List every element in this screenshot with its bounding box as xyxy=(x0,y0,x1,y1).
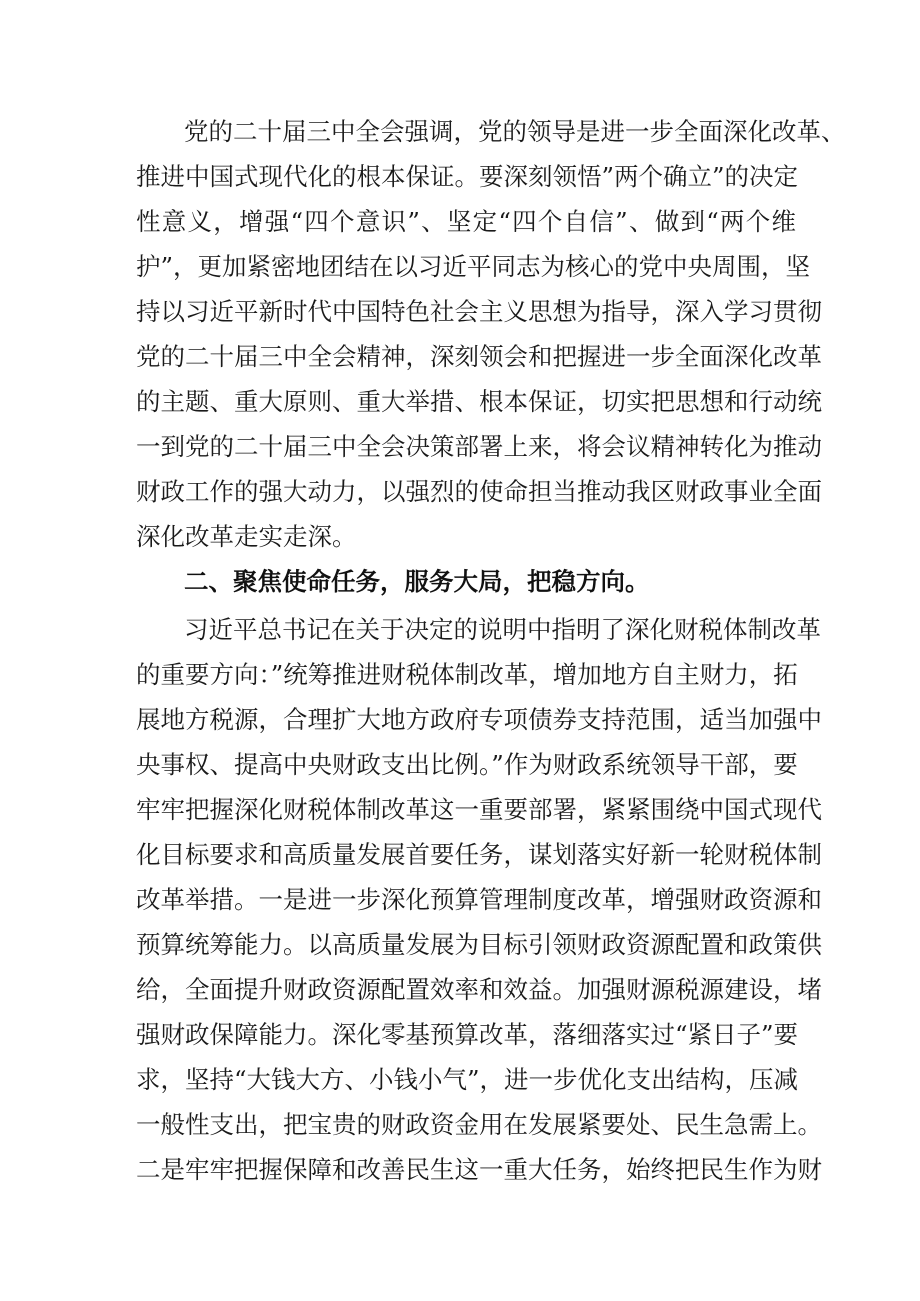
paragraph-2-line-4: 央事权、提高中央财政支出比例。”作为财政系统领导干部，要 xyxy=(136,750,798,779)
paragraph-2-line-3: 展地方税源，合理扩大地方政府专项债券支持范围，适当加强中 xyxy=(136,705,822,734)
paragraph-2-line-9: 给，全面提升财政资源配置效率和效益。加强财源税源建设，堵 xyxy=(136,975,822,1004)
paragraph-2-line-11: 求，坚持“大钱大方、小钱小气”，进一步优化支出结构，压减 xyxy=(136,1065,799,1094)
paragraph-2-line-2: 的重要方向：”统筹推进财税体制改革，增加地方自主财力，拓 xyxy=(136,660,798,689)
paragraph-2-line-1: 习近平总书记在关于决定的说明中指明了深化财税体制改革 xyxy=(184,615,821,644)
section-heading: 二、聚焦使命任务，服务大局，把稳方向。 xyxy=(184,567,650,596)
paragraph-2-line-13: 二是牢牢把握保障和改善民生这一重大任务，始终把民生作为财 xyxy=(136,1155,822,1184)
paragraph-2-line-5: 牢牢把握深化财税体制改革这一重要部署，紧紧围绕中国式现代 xyxy=(136,795,822,824)
paragraph-2-line-6: 化目标要求和高质量发展首要任务，谋划落实好新一轮财税体制 xyxy=(136,840,822,869)
paragraph-2-line-10: 强财政保障能力。深化零基预算改革，落细落实过“紧日子”要 xyxy=(136,1020,799,1049)
paragraph-1-line-1: 党的二十届三中全会强调，党的领导是进一步全面深化改革、 xyxy=(184,117,846,146)
paragraph-1-line-3: 性意义，增强“四个意识”、坚定“四个自信”、做到“两个维 xyxy=(136,207,796,236)
paragraph-1-line-10: 深化改革走实走深。 xyxy=(136,522,357,551)
paragraph-1-line-4: 护”，更加紧密地团结在以习近平同志为核心的党中央周围，坚 xyxy=(136,252,811,281)
paragraph-2-line-12: 一般性支出，把宝贵的财政资金用在发展紧要处、民生急需上。 xyxy=(136,1110,822,1139)
paragraph-1-line-8: 一到党的二十届三中全会决策部署上来，将会议精神转化为推动 xyxy=(136,432,822,461)
paragraph-1-line-9: 财政工作的强大动力，以强烈的使命担当推动我区财政事业全面 xyxy=(136,477,822,506)
paragraph-1-line-5: 持以习近平新时代中国特色社会主义思想为指导，深入学习贯彻 xyxy=(136,297,822,326)
paragraph-2-line-7: 改革举措。一是进一步深化预算管理制度改革，增强财政资源和 xyxy=(136,885,822,914)
paragraph-1-line-2: 推进中国式现代化的根本保证。要深刻领悟”两个确立”的决定 xyxy=(136,162,799,191)
paragraph-1-line-7: 的主题、重大原则、重大举措、根本保证，切实把思想和行动统 xyxy=(136,387,822,416)
paragraph-2-line-8: 预算统筹能力。以高质量发展为目标引领财政资源配置和政策供 xyxy=(136,930,822,959)
paragraph-1-line-6: 党的二十届三中全会精神，深刻领会和把握进一步全面深化改革 xyxy=(136,342,822,371)
